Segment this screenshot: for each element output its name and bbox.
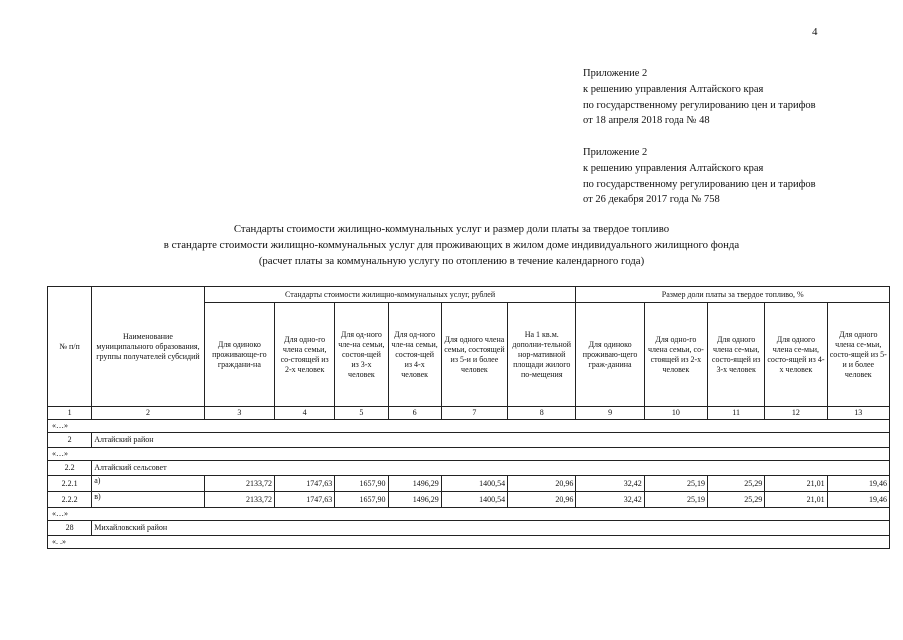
header-sub: Для одного члена се-мьи, состо-ящей из 4-х человек — [765, 303, 827, 407]
ellipsis-mark: «…» — [48, 448, 890, 461]
header-sub: Для одиноко проживающе-го граждани-на — [204, 303, 274, 407]
cell-value: 25,19 — [644, 476, 707, 492]
header-col-number: № п/п — [48, 287, 92, 407]
appendix-line: Приложение 2 — [583, 147, 648, 158]
header-sub: Для од-ного чле-на семьи, состоя-щей из 3-х человек — [335, 303, 388, 407]
table-row — [48, 476, 890, 492]
cell-value: 1657,90 — [335, 476, 388, 492]
header-sub: Для одного члена се-мьи, состо-ящей из 5-и и более человек — [827, 303, 889, 407]
council-code: 2.2 — [48, 461, 92, 476]
cell-value: 1496,29 — [388, 492, 441, 508]
cell-value: 1747,63 — [275, 492, 335, 508]
column-number: 11 — [708, 407, 765, 420]
cell-value: 2133,72 — [204, 492, 274, 508]
column-number: 6 — [388, 407, 441, 420]
header-sub: Для одиноко проживаю-щего граж-данина — [576, 303, 644, 407]
table-row — [48, 492, 890, 508]
cell-value: 32,42 — [576, 476, 644, 492]
column-number: 7 — [441, 407, 507, 420]
council-name: Алтайский сельсовет — [92, 461, 890, 476]
column-number: 2 — [92, 407, 205, 420]
region-row — [48, 521, 890, 536]
cell-value: 25,19 — [644, 492, 707, 508]
cell-value: 20,96 — [508, 492, 576, 508]
title-line: Стандарты стоимости жилищно-коммунальных услуг и размер доли платы за твердое топливо — [233, 223, 670, 235]
column-number: 4 — [275, 407, 335, 420]
council-row — [48, 461, 890, 476]
appendix-line: по государственному регулированию цен и тарифов — [583, 99, 816, 111]
title-line: в стандарте стоимости жилищно-коммунальных услуг для проживающих в жилом доме индивидуального жилищного фонда — [163, 238, 740, 251]
ellipsis-row — [48, 420, 890, 433]
appendix-reference-2 — [583, 145, 816, 208]
header-sub: Для одно-го члена семьи, со-стоящей из 2-х человек — [644, 303, 707, 407]
appendix-line: к решению управления Алтайского края — [583, 83, 764, 95]
column-number-row — [48, 407, 890, 420]
ellipsis-mark: «…» — [48, 508, 890, 521]
row-code: 2.2.2 — [48, 492, 92, 508]
header-group-share: Размер доли платы за твердое топливо, % — [576, 287, 890, 303]
row-code: 2.2.1 — [48, 476, 92, 492]
cell-value: 19,46 — [827, 476, 889, 492]
ellipsis-row — [48, 448, 890, 461]
column-number: 3 — [204, 407, 274, 420]
title-line: (расчет платы за коммунальную услугу по отоплению в течение календарного года) — [258, 254, 645, 267]
document-title — [0, 222, 903, 269]
column-number: 12 — [765, 407, 827, 420]
row-group: в) — [92, 492, 205, 508]
cell-value: 25,29 — [708, 476, 765, 492]
ellipsis-mark: «…» — [48, 420, 890, 433]
cell-value: 21,01 — [765, 476, 827, 492]
column-number: 8 — [508, 407, 576, 420]
ellipsis-row — [48, 536, 890, 549]
cell-value: 1400,54 — [441, 492, 507, 508]
cell-value: 1657,90 — [335, 492, 388, 508]
header-sub: Для одного члена семьи, состоящей из 5-и и более человек — [441, 303, 507, 407]
cell-value: 19,46 — [827, 492, 889, 508]
header-sub: На 1 кв.м. дополни-тельной нор-мативной площади жилого по-мещения — [508, 303, 576, 407]
column-number: 9 — [576, 407, 644, 420]
cell-value: 20,96 — [508, 476, 576, 492]
column-number: 5 — [335, 407, 388, 420]
appendix-line: по государственному регулированию цен и тарифов — [583, 178, 816, 190]
region-code: 2 — [48, 433, 92, 448]
header-col-name: Наименование муниципального образования, группы получателей субсидий — [92, 287, 205, 407]
appendix-line: от 26 декабря 2017 года № 758 — [583, 194, 720, 206]
header-sub: Для одного члена се-мьи, состо-ящей из 3-х человек — [708, 303, 765, 407]
cell-value: 2133,72 — [204, 476, 274, 492]
cell-value: 21,01 — [765, 492, 827, 508]
header-group-standards: Стандарты стоимости жилищно-коммунальных услуг, рублей — [204, 287, 576, 303]
ellipsis-row — [48, 508, 890, 521]
appendix-line: к решению управления Алтайского края — [583, 162, 764, 174]
header-sub: Для од-ного чле-на семьи, состоя-щей из 4-х человек — [388, 303, 441, 407]
column-number: 10 — [644, 407, 707, 420]
page-number: 4 — [812, 26, 818, 38]
region-name: Михайловский район — [92, 521, 890, 536]
appendix-line: Приложение 2 — [583, 68, 648, 79]
appendix-reference-1 — [583, 66, 816, 129]
region-name: Алтайский район — [92, 433, 890, 448]
region-row — [48, 433, 890, 448]
cell-value: 1400,54 — [441, 476, 507, 492]
header-sub: Для одно-го члена семьи, со-стоящей из 2-х человек — [275, 303, 335, 407]
column-number: 1 — [48, 407, 92, 420]
region-code: 28 — [48, 521, 92, 536]
cell-value: 1496,29 — [388, 476, 441, 492]
cell-value: 32,42 — [576, 492, 644, 508]
cell-value: 1747,63 — [275, 476, 335, 492]
ellipsis-mark: «. .» — [48, 536, 890, 549]
cell-value: 25,29 — [708, 492, 765, 508]
column-number: 13 — [827, 407, 889, 420]
appendix-line: от 18 апреля 2018 года № 48 — [583, 115, 710, 127]
standards-table — [47, 286, 890, 549]
row-group: а) — [92, 476, 205, 492]
